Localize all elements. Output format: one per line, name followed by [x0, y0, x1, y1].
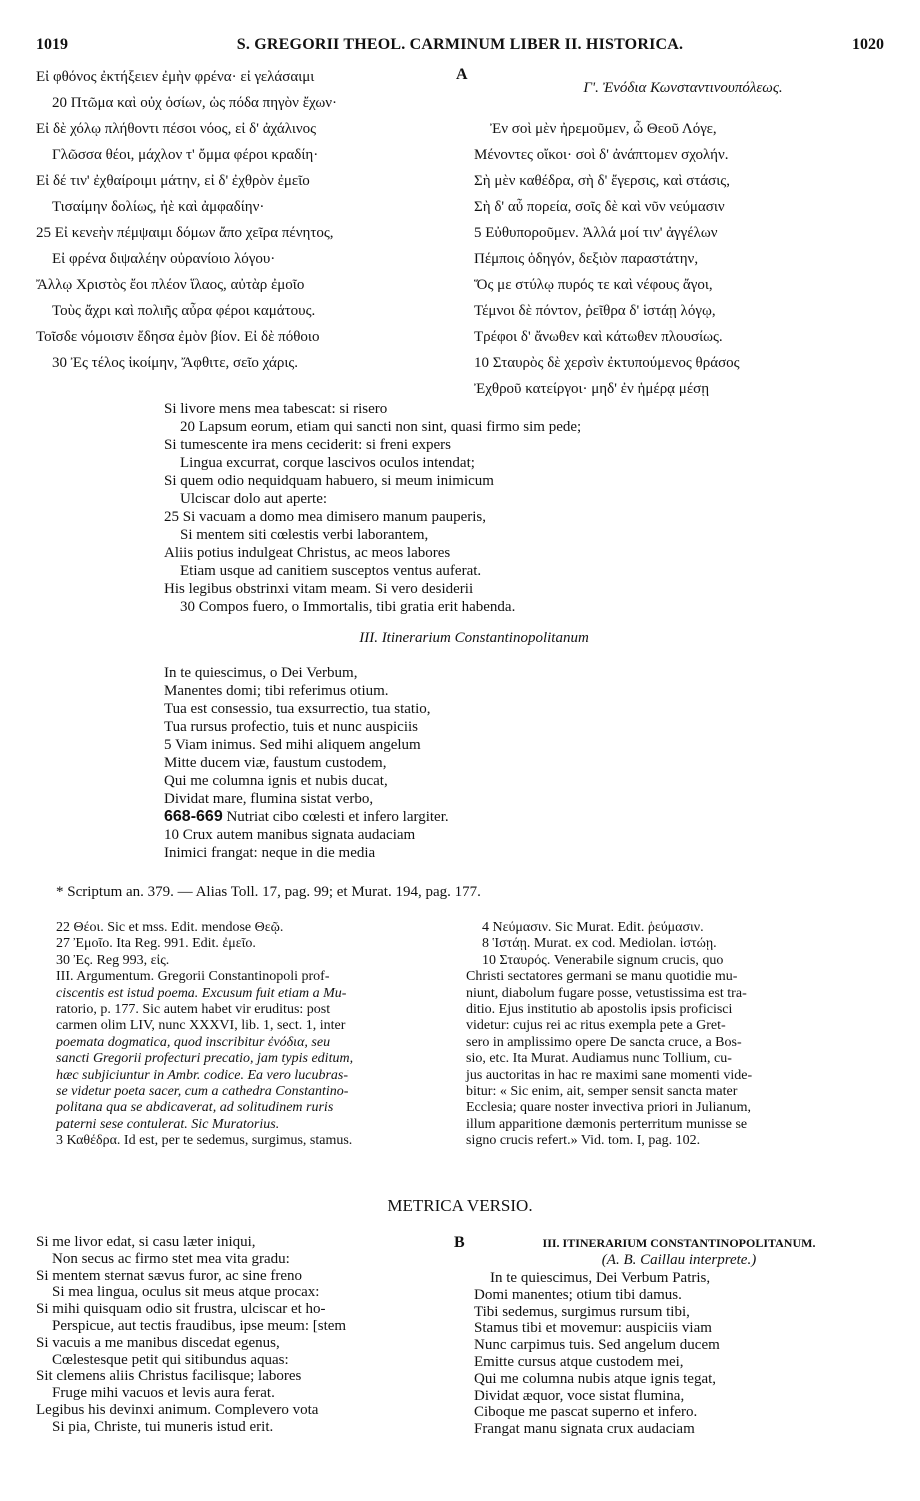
note-line: ditio. Ejus institutio ab apostolis ipsis proficisci: [466, 1002, 733, 1018]
versio-line: Domi manentes; otium tibi damus.: [474, 1286, 682, 1303]
versio-line: Cœlestesque petit qui sitibundus aquas:: [52, 1351, 289, 1368]
page-header: [36, 36, 884, 60]
header-running-title: S. GREGORII THEOL. CARMINUM LIBER II. HISTORICA.: [236, 36, 684, 53]
versio-line: Si mihi quisquam odio sit frustra, ulciscar et ho-: [36, 1301, 326, 1318]
section-title-itinerarium: III. Itinerarium Constantinopolitanum: [359, 630, 589, 646]
note-line: 8 Ἱστάῃ. Murat. ex cod. Mediolan. ἱστώῃ.: [482, 936, 717, 952]
greek-left-line: Εἰ φθόνος ἐκτήξειεν ἐμὴν φρένα· εἰ γελάσαιμι: [36, 69, 315, 85]
greek-right-line: Σὴ δ' αὖ πορεία, σοῖς δὲ καὶ νῦν νεύμασιν: [474, 199, 725, 215]
versio-right-subtitle: (A. B. Caillau interprete.): [601, 1252, 757, 1268]
column-marker-b: B: [454, 1234, 465, 1251]
latin-line: 20 Lapsum eorum, etiam qui sancti non sint, quasi firmo sim pede;: [180, 419, 582, 435]
greek-left-line: Εἰ δέ τιν' ἐχθαίροιμι μάτην, εἰ δ' ἐχθρὸν ἐμεῖο: [36, 173, 310, 189]
greek-right-line: Τρέφοι δ' ἄνωθεν καὶ κάτωθεν πλουσίως.: [474, 329, 723, 345]
latin-line: Manentes domi; tibi referimus otium.: [164, 683, 389, 699]
note-line: sero in amplissimo opere De sancta cruce, a Bos-: [466, 1034, 742, 1050]
greek-left-line: Ἄλλῳ Χριστὸς ἔοι πλέον ἵλαος, αὐτὰρ ἐμοῖο: [36, 277, 305, 293]
notes-left-column: [56, 920, 456, 1150]
greek-right-column: [474, 116, 894, 402]
latin-translation-block: [164, 400, 784, 616]
greek-right-line: Μένοντες οἴκοι· σοὶ δ' ἀνάπτομεν σχολήν.: [474, 147, 729, 163]
note-line: 22 Θέοι. Sic et mss. Edit. mendose Θεῷ.: [56, 920, 284, 935]
versio-right-column: [474, 1270, 894, 1438]
greek-left-line: Τοὺς ἄχρι καὶ πολιῆς αὖρα φέροι καμάτους.: [52, 303, 316, 319]
greek-left-line: Τοῖσδε νόμοισιν ἔδησα ἐμὸν βίον. Εἰ δὲ πόθοιο: [36, 329, 320, 345]
latin-line: His legibus obstrinxi vitam meam. Si vero desiderii: [164, 581, 474, 597]
versio-line: Non secus ac firmo stet mea vita gradu:: [52, 1250, 290, 1267]
note-line: Ecclesia; quare noster invectiva priori in Julianum,: [466, 1100, 751, 1116]
greek-left-line: Γλῶσσα θέοι, μάχλον τ' ὄμμα φέροι κραδίη·: [52, 147, 319, 163]
versio-line: Emitte cursus atque custodem mei,: [474, 1353, 684, 1370]
note-line: 27 Ἐμοῖο. Ita Reg. 991. Edit. ἐμεῖο.: [56, 936, 256, 952]
note-line: 4 Νεύμασιν. Sic Murat. Edit. ῥεύμασιν.: [482, 920, 704, 935]
note-line: 3 Καθέδρα. Id est, per te sedemus, surgimus, stamus.: [56, 1133, 353, 1149]
versio-line: Frangat manu signata crux audaciam: [474, 1421, 695, 1438]
latin-line: 25 Si vacuam a domo mea dimisero manum pauperis,: [164, 509, 487, 525]
versio-line: Si pia, Christe, tui muneris istud erit.: [52, 1418, 274, 1435]
versio-line: Qui me columna nubis atque ignis tegat,: [474, 1370, 717, 1387]
latin-line: Nutriat cibo cœlesti et infero largiter.: [226, 809, 449, 825]
greek-right-line: 5 Εὐθυποροῦμεν. Ἀλλά μοί τιν' ἀγγέλων: [474, 225, 718, 241]
greek-left-line: 20 Πτῶμα καὶ οὐχ ὁσίων, ὡς πόδα πηγὸν ἔχων·: [52, 95, 337, 111]
versio-line: Dividat æquor, voce sistat flumina,: [474, 1387, 685, 1404]
versio-right-title: III. ITINERARIUM CONSTANTINOPOLITANUM.: [542, 1236, 816, 1250]
column-marker-a: A: [456, 66, 468, 83]
latin-line: Si quem odio nequidquam habuero, si meum inimicum: [164, 473, 494, 489]
note-line: illum apparitione dæmonis perterritum munisse se: [466, 1116, 748, 1132]
greek-right-line: Πέμποις ὁδηγόν, δεξιὸν παραστάτην,: [474, 251, 699, 267]
latin-line: 5 Viam inimus. Sed mihi aliquem angelum: [164, 737, 421, 753]
note-line: hæc subjiciuntur in Ambr. codice. Ea vero lucubras-: [56, 1067, 349, 1083]
versio-line: Si mea lingua, oculus sit meus atque procax:: [52, 1284, 320, 1301]
versio-line: Legibus his devinxi animum. Complevero vota: [36, 1401, 319, 1418]
versio-line: Si me livor edat, si casu læter iniqui,: [36, 1234, 256, 1250]
note-line: bitur: « Sic enim, ait, semper sensit sancta mater: [466, 1084, 738, 1100]
latin-line: Tua rursus profectio, tuis et nunc auspiciis: [164, 719, 418, 735]
header-page-left: 1019: [36, 36, 68, 53]
greek-right-title: Γ'. Ἐνόδια Κωνσταντινουπόλεως.: [583, 80, 783, 96]
latin-line: Lingua excurrat, corque lascivos oculos intendat;: [180, 455, 475, 471]
header-page-right: 1020: [852, 36, 884, 53]
latin-line: Si livore mens mea tabescat: si risero: [164, 401, 388, 417]
latin-line: 30 Compos fuero, o Immortalis, tibi gratia erit habenda.: [180, 599, 516, 615]
latin-line: Si mentem siti cœlestis verbi laborantem,: [180, 527, 429, 543]
versio-left-column: [36, 1234, 456, 1436]
footnote-scriptum: * Scriptum an. 379. — Alias Toll. 17, pag. 99; et Murat. 194, pag. 177.: [56, 884, 481, 900]
note-line: sio, etc. Ita Murat. Audiamus nunc Tollium, cu-: [466, 1051, 732, 1067]
page-number-marker: 668-669: [164, 808, 223, 825]
notes-right-column: [466, 920, 886, 1150]
versio-line: Perspicue, aut tectis fraudibus, ipse meum: [stem: [52, 1317, 347, 1334]
latin-line-with-page-number: [164, 808, 784, 826]
latin-line: Si tumescente ira mens ceciderit: si freni expers: [164, 437, 451, 453]
latin-itinerarium-block: [164, 664, 784, 862]
latin-line: Tua est consessio, tua exsurrectio, tua statio,: [164, 701, 431, 717]
note-line: paterni sese contulerat. Sic Muratorius.: [56, 1116, 280, 1132]
versio-line: Stamus tibi et movemur: auspiciis viam: [474, 1320, 712, 1337]
versio-line: Si vacuis a me manibus discedat egenus,: [36, 1334, 280, 1351]
latin-line: Qui me columna ignis et nubis ducat,: [164, 773, 388, 789]
latin-line: Etiam usque ad canitiem susceptos ventus auferat.: [180, 563, 482, 579]
greek-right-line: Τέμνοι δὲ πόντον, ῥεῖθρα δ' ἱστάῃ λόγῳ,: [474, 303, 716, 319]
versio-line: Nunc carpimus tuis. Sed angelum ducem: [474, 1337, 720, 1354]
note-line: videtur: cujus rei ac ritus exempla pete a Gret-: [466, 1018, 726, 1034]
versio-line: Sit clemens aliis Christus facilisque; labores: [36, 1368, 302, 1385]
note-line: 30 Ἐς. Reg 993, εἰς.: [56, 952, 170, 968]
greek-left-line: 25 Εἰ κενεὴν πέμψαιμι δόμων ἄπο χεῖρα πένητος,: [36, 225, 334, 241]
latin-line: Aliis potius indulgeat Christus, ac meos labores: [164, 545, 451, 561]
greek-right-line: Σὴ μὲν καθέδρα, σὴ δ' ἔγερσις, καὶ στάσις,: [474, 173, 730, 189]
note-line: 10 Σταυρός. Venerabile signum crucis, quo: [482, 952, 724, 968]
note-line: politana qua se abdicaverat, ad solitudinem ruris: [56, 1100, 334, 1116]
latin-line: Inimici frangat: neque in die media: [164, 845, 376, 861]
latin-line: Dividat mare, flumina sistat verbo,: [164, 791, 374, 807]
note-line: Christi sectatores germani se manu quotidie mu-: [466, 969, 738, 985]
greek-left-line: 30 Ἐς τέλος ἱκοίμην, Ἄφθιτε, σεῖο χάρις.: [52, 355, 299, 371]
note-line: ciscentis est istud poema. Excusum fuit etiam a Mu-: [56, 985, 347, 1001]
greek-right-line: Ἐχθροῦ κατείργοι· μηδ' ἐν ἡμέρᾳ μέσῃ: [474, 381, 710, 397]
note-line: ratorio, p. 177. Sic autem habet vir eruditus: post: [56, 1002, 331, 1018]
note-line: carmen olim LIV, nunc XXXVI, lib. 1, sect. 1, inter: [56, 1018, 346, 1034]
metrica-versio-title: METRICA VERSIO.: [387, 1196, 533, 1215]
latin-line: Ulciscar dolo aut aperte:: [180, 491, 328, 507]
versio-line: Si mentem sternat sævus furor, ac sine freno: [36, 1267, 303, 1284]
greek-left-line: Τισαίμην δολίως, ἠὲ καὶ ἀμφαδίην·: [52, 199, 265, 215]
greek-right-line: 10 Σταυρὸς δὲ χερσὶν ἐκτυπούμενος θράσος: [474, 355, 740, 371]
note-line: se videtur poeta sacer, cum a cathedra Constantino-: [56, 1084, 349, 1100]
note-line: sancti Gregorii profecturi precatio, jam typis editum,: [56, 1051, 354, 1067]
greek-left-line: Εἰ δὲ χόλῳ πλήθοντι πέσοι νόος, εἰ δ' ἀχάλινος: [36, 121, 317, 137]
note-line: niunt, diabolum fugare posse, vetustissima est tra-: [466, 985, 747, 1001]
versio-line: Fruge mihi vacuos et levis aura ferat.: [52, 1385, 275, 1402]
greek-right-line: Ἐν σοὶ μὲν ἠρεμοῦμεν, ὦ Θεοῦ Λόγε,: [490, 121, 717, 137]
note-line: III. Argumentum. Gregorii Constantinopoli prof-: [56, 969, 330, 985]
greek-left-line: Εἰ φρένα διψαλέην οὐρανίοιο λόγου·: [52, 251, 276, 267]
latin-line: In te quiescimus, o Dei Verbum,: [164, 665, 358, 681]
latin-line: Mitte ducem viæ, faustum custodem,: [164, 755, 387, 771]
greek-right-line: Ὅς με στύλῳ πυρός τε καὶ νέφους ἄγοι,: [474, 277, 713, 293]
note-line: poemata dogmatica, quod inscribitur ἐνόδια, seu: [56, 1034, 331, 1050]
note-line: jus auctoritas in hac re maximi sane momenti vide-: [466, 1067, 753, 1083]
greek-left-column: [36, 64, 456, 376]
note-line: signo crucis refert.» Vid. tom. I, pag. 102.: [466, 1133, 701, 1149]
versio-line: In te quiescimus, Dei Verbum Patris,: [490, 1270, 711, 1286]
versio-line: Ciboque me pascat superno et infero.: [474, 1404, 698, 1421]
versio-line: Tibi sedemus, surgimus rursum tibi,: [474, 1303, 690, 1320]
latin-line: 10 Crux autem manibus signata audaciam: [164, 827, 416, 843]
